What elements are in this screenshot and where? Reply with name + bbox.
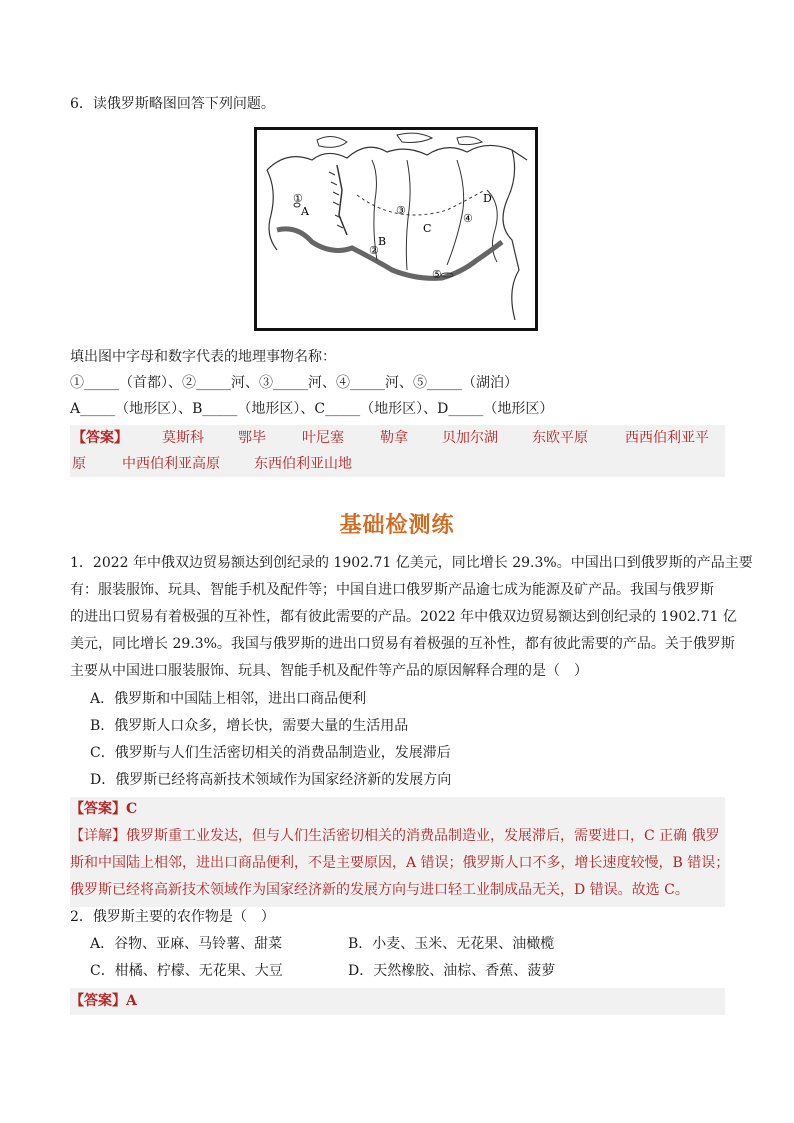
q1-detail-line: 俄罗斯已经将高新技术领域作为国家经济新的发展方向与进口轻工业制成品无关，D 错误。故选 C。 xyxy=(70,882,689,898)
q2-answer: 【答案】A xyxy=(70,993,137,1009)
map-label-A: A xyxy=(301,205,309,218)
q2-option-a: A．谷物、亚麻、马铃薯、甜菜 xyxy=(90,936,283,952)
q1-stem-line: 主要从中国进口服装服饰、玩具、智能手机及配件等产品的原因解释合理的是（ ） xyxy=(70,663,588,679)
q6-answer-8: 中西伯利亚高原 xyxy=(122,456,220,472)
q2-stem: 2．俄罗斯主要的农作物是（ ） xyxy=(70,909,275,925)
q6-answer-row2 xyxy=(70,454,725,474)
russia-map xyxy=(254,127,538,331)
q6-answer-1: 莫斯科 xyxy=(162,430,204,446)
q1-detail-line: 【详解】俄罗斯重工业发达，但与人们生活密切相关的消费品制造业，发展滞后，需要进口，C 正确 俄罗 xyxy=(70,828,720,844)
map-label-4: ④ xyxy=(463,212,473,225)
q6-blanks-line1: ①_____（首都）、②_____河、③_____河、④_____河、⑤_____（湖泊） xyxy=(70,375,518,391)
q1-detail-line: 斯和中国陆上相邻，进出口商品便利，不是主要原因，A 错误；俄罗斯人口不多，增长速度较慢，B 错误； xyxy=(70,855,730,871)
q6-prompt: 6．读俄罗斯略图回答下列问题。 xyxy=(70,96,275,112)
q2-option-b: B．小麦、玉米、无花果、油橄榄 xyxy=(348,936,555,952)
q6-fill-instruction: 填出图中字母和数字代表的地理事物名称： xyxy=(70,349,336,365)
q6-answer-3: 叶尼塞 xyxy=(302,430,344,446)
q1-answer: 【答案】C xyxy=(70,801,138,817)
map-label-2: ② xyxy=(369,244,379,257)
q1-stem-line: 美元，同比增长 29.3%。我国与俄罗斯的进出口贸易有着极强的互补性，都有彼此需要的产品。关于俄罗斯 xyxy=(70,636,735,652)
q1-option-c: C．俄罗斯与人们生活密切相关的消费品制造业，发展滞后 xyxy=(90,745,451,761)
section-title: 基础检测练 xyxy=(339,512,455,538)
map-label-B: B xyxy=(378,235,387,248)
q6-answer-7: 西西伯利亚平 xyxy=(625,430,709,446)
q1-stem-line: 1．2022 年中俄双边贸易额达到创纪录的 1902.71 亿美元，同比增长 29.3%。中国出口到俄罗斯的产品主要 xyxy=(70,555,753,571)
q1-option-d: D．俄罗斯已经将高新技术领域作为国家经济新的发展方向 xyxy=(90,772,452,788)
map-label-D: D xyxy=(483,192,492,205)
q1-option-a: A．俄罗斯和中国陆上相邻，进出口商品便利 xyxy=(90,691,367,707)
q6-answer-row1 xyxy=(70,428,725,448)
q6-answer-label: 【答案】 xyxy=(72,430,128,446)
q6-answer-5: 贝加尔湖 xyxy=(442,430,498,446)
q6-answer-6: 东欧平原 xyxy=(532,430,588,446)
q1-stem-line: 的进出口贸易有着极强的互补性，都有彼此需要的产品。2022 年中俄双边贸易额达到创纪录的 1902.71 亿 xyxy=(70,609,737,625)
map-label-1: ① xyxy=(293,192,303,205)
q2-answer-box xyxy=(70,988,725,1015)
q6-answer-2: 鄂毕 xyxy=(238,430,266,446)
q2-option-d: D．天然橡胶、油棕、香蕉、菠萝 xyxy=(348,963,556,979)
q6-answer-4: 勒拿 xyxy=(380,430,408,446)
q1-stem-line: 有：服装服饰、玩具、智能手机及配件等；中国自进口俄罗斯产品逾七成为能源及矿产品。我国与俄罗斯 xyxy=(70,582,714,598)
russia-map-drawing xyxy=(257,130,535,328)
map-label-C: C xyxy=(423,222,432,235)
q6-answer-9: 东西伯利亚山地 xyxy=(254,456,352,472)
map-label-3: ③ xyxy=(396,204,406,217)
q1-option-b: B．俄罗斯人口众多，增长快，需要大量的生活用品 xyxy=(90,718,409,734)
q2-option-c: C．柑橘、柠檬、无花果、大豆 xyxy=(90,963,283,979)
map-label-5: ⑤ xyxy=(432,268,442,281)
q6-blanks-line2: A_____（地形区）、B_____（地形区）、C_____（地形区）、D_____（地形区） xyxy=(70,401,554,417)
q6-answer-box xyxy=(70,425,725,477)
q6-answer-7-cont: 原 xyxy=(72,456,86,472)
